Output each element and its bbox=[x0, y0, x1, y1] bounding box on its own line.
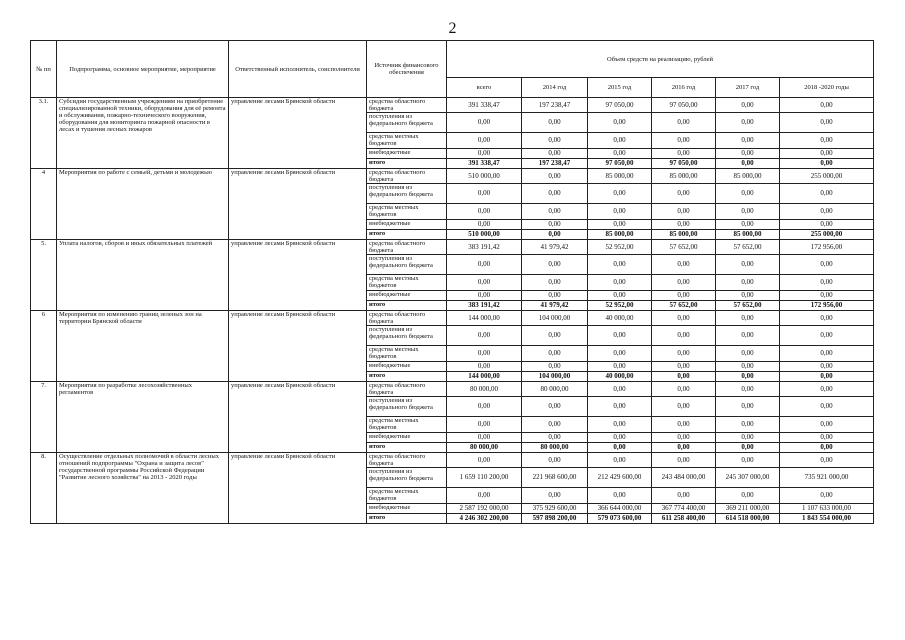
amount-cell: 369 211 000,00 bbox=[716, 504, 780, 514]
funding-source: внебюджетные bbox=[367, 504, 447, 514]
amount-cell: 80 000,00 bbox=[522, 443, 588, 453]
amount-cell: 0,00 bbox=[716, 149, 780, 159]
amount-cell: 0,00 bbox=[652, 382, 716, 397]
amount-cell: 0,00 bbox=[652, 453, 716, 468]
table-row bbox=[31, 311, 874, 326]
program-number: 6 bbox=[31, 311, 57, 382]
amount-cell: 383 191,42 bbox=[447, 240, 522, 255]
amount-cell: 0,00 bbox=[522, 326, 588, 346]
funding-source: итого bbox=[367, 514, 447, 524]
amount-cell: 0,00 bbox=[447, 326, 522, 346]
amount-cell: 0,00 bbox=[780, 113, 874, 133]
amount-cell: 97 050,00 bbox=[652, 159, 716, 169]
amount-cell: 80 000,00 bbox=[447, 443, 522, 453]
amount-cell: 391 338,47 bbox=[447, 98, 522, 113]
amount-cell: 611 258 400,00 bbox=[652, 514, 716, 524]
funding-source: средства местных бюджетов bbox=[367, 275, 447, 291]
amount-cell: 85 000,00 bbox=[588, 230, 652, 240]
amount-cell: 0,00 bbox=[780, 149, 874, 159]
program-name: Уплата налогов, сборов и иных обязательных платежей bbox=[57, 240, 229, 311]
funding-source: поступления из федерального бюджета bbox=[367, 397, 447, 417]
header-num: № пп bbox=[31, 41, 57, 98]
amount-cell: 0,00 bbox=[652, 397, 716, 417]
amount-cell: 510 000,00 bbox=[447, 230, 522, 240]
funding-source: итого bbox=[367, 372, 447, 382]
amount-cell: 0,00 bbox=[447, 488, 522, 504]
program-name: Субсидии государственным учреждениям на приобретение специализированной техники, оборудования для её ремонта и обслуживания, пожарно-технического вооружения, оборудования для мониторинга пожарной опасности в лесах и тушения лесных пожаров bbox=[57, 98, 229, 169]
program-name: Мероприятия по разработке лесохозяйственных регламентов bbox=[57, 382, 229, 453]
amount-cell: 104 000,00 bbox=[522, 311, 588, 326]
amount-cell: 0,00 bbox=[447, 184, 522, 204]
header-year: 2014 год bbox=[522, 78, 588, 98]
amount-cell: 0,00 bbox=[522, 346, 588, 362]
amount-cell: 0,00 bbox=[522, 133, 588, 149]
amount-cell: 52 952,00 bbox=[588, 240, 652, 255]
amount-cell: 2 587 192 000,00 bbox=[447, 504, 522, 514]
responsible-executor: управление лесами Брянской области bbox=[229, 453, 367, 524]
amount-cell: 0,00 bbox=[588, 443, 652, 453]
funding-source: внебюджетные bbox=[367, 362, 447, 372]
amount-cell: 0,00 bbox=[716, 346, 780, 362]
amount-cell: 0,00 bbox=[652, 204, 716, 220]
amount-cell: 0,00 bbox=[652, 291, 716, 301]
program-name: Мероприятия по работе с семьей, детьми и молодежью bbox=[57, 169, 229, 240]
amount-cell: 104 000,00 bbox=[522, 372, 588, 382]
amount-cell: 0,00 bbox=[780, 362, 874, 372]
amount-cell: 0,00 bbox=[522, 184, 588, 204]
funding-source: итого bbox=[367, 443, 447, 453]
amount-cell: 0,00 bbox=[652, 417, 716, 433]
amount-cell: 52 952,00 bbox=[588, 301, 652, 311]
funding-source: поступления из федерального бюджета bbox=[367, 184, 447, 204]
amount-cell: 0,00 bbox=[588, 382, 652, 397]
amount-cell: 0,00 bbox=[447, 417, 522, 433]
amount-cell: 0,00 bbox=[522, 220, 588, 230]
amount-cell: 0,00 bbox=[780, 488, 874, 504]
amount-cell: 85 000,00 bbox=[716, 169, 780, 184]
funding-source: средства областного бюджета bbox=[367, 382, 447, 397]
page-number: 2 bbox=[448, 20, 457, 37]
funding-source: средства областного бюджета bbox=[367, 240, 447, 255]
amount-cell: 0,00 bbox=[652, 326, 716, 346]
amount-cell: 197 238,47 bbox=[522, 159, 588, 169]
table-row bbox=[31, 169, 874, 184]
amount-cell: 0,00 bbox=[588, 113, 652, 133]
amount-cell: 57 652,00 bbox=[652, 240, 716, 255]
funding-source: средства областного бюджета bbox=[367, 169, 447, 184]
amount-cell: 0,00 bbox=[588, 220, 652, 230]
amount-cell: 0,00 bbox=[780, 417, 874, 433]
program-number: 8. bbox=[31, 453, 57, 524]
amount-cell: 97 050,00 bbox=[588, 159, 652, 169]
amount-cell: 255 000,00 bbox=[780, 169, 874, 184]
amount-cell: 41 979,42 bbox=[522, 301, 588, 311]
amount-cell: 0,00 bbox=[780, 311, 874, 326]
funding-source: поступления из федерального бюджета bbox=[367, 255, 447, 275]
funding-source: внебюджетные bbox=[367, 433, 447, 443]
amount-cell: 0,00 bbox=[522, 113, 588, 133]
funding-source: внебюджетные bbox=[367, 291, 447, 301]
amount-cell: 0,00 bbox=[716, 362, 780, 372]
amount-cell: 97 050,00 bbox=[588, 98, 652, 113]
amount-cell: 0,00 bbox=[716, 397, 780, 417]
amount-cell: 0,00 bbox=[780, 326, 874, 346]
amount-cell: 0,00 bbox=[716, 98, 780, 113]
header-executor: Ответственный исполнитель, соисполнители bbox=[229, 41, 367, 98]
amount-cell: 0,00 bbox=[588, 397, 652, 417]
amount-cell: 0,00 bbox=[780, 382, 874, 397]
amount-cell: 0,00 bbox=[716, 133, 780, 149]
amount-cell: 0,00 bbox=[588, 417, 652, 433]
amount-cell: 0,00 bbox=[588, 255, 652, 275]
amount-cell: 0,00 bbox=[447, 204, 522, 220]
amount-cell: 0,00 bbox=[447, 113, 522, 133]
header-year: 2016 год bbox=[652, 78, 716, 98]
amount-cell: 0,00 bbox=[780, 133, 874, 149]
amount-cell: 0,00 bbox=[716, 443, 780, 453]
amount-cell: 0,00 bbox=[447, 362, 522, 372]
amount-cell: 0,00 bbox=[447, 255, 522, 275]
amount-cell: 0,00 bbox=[780, 159, 874, 169]
amount-cell: 40 000,00 bbox=[588, 372, 652, 382]
amount-cell: 0,00 bbox=[716, 326, 780, 346]
funding-source: средства местных бюджетов bbox=[367, 204, 447, 220]
amount-cell: 735 921 000,00 bbox=[780, 468, 874, 488]
amount-cell: 0,00 bbox=[522, 362, 588, 372]
header-year: 2017 год bbox=[716, 78, 780, 98]
amount-cell: 0,00 bbox=[780, 346, 874, 362]
funding-source: средства местных бюджетов bbox=[367, 488, 447, 504]
amount-cell: 0,00 bbox=[716, 433, 780, 443]
table-row bbox=[31, 382, 874, 397]
header-year: 2015 год bbox=[588, 78, 652, 98]
amount-cell: 0,00 bbox=[652, 255, 716, 275]
program-name: Осуществление отдельных полномочий в области лесных отношений подпрограммы "Охрана и защита лесов" государственной программы Российской Федерации "Развитие лесного хозяйства" на 2013 - 2020 годы bbox=[57, 453, 229, 524]
responsible-executor: управление лесами Брянской области bbox=[229, 382, 367, 453]
amount-cell: 0,00 bbox=[780, 372, 874, 382]
amount-cell: 85 000,00 bbox=[588, 169, 652, 184]
responsible-executor: управление лесами Брянской области bbox=[229, 240, 367, 311]
amount-cell: 144 000,00 bbox=[447, 372, 522, 382]
amount-cell: 0,00 bbox=[522, 397, 588, 417]
responsible-executor: управление лесами Брянской области bbox=[229, 169, 367, 240]
funding-source: внебюджетные bbox=[367, 220, 447, 230]
table-row bbox=[31, 98, 874, 113]
amount-cell: 0,00 bbox=[588, 362, 652, 372]
amount-cell: 0,00 bbox=[780, 433, 874, 443]
amount-cell: 0,00 bbox=[780, 255, 874, 275]
amount-cell: 85 000,00 bbox=[716, 230, 780, 240]
amount-cell: 366 644 000,00 bbox=[588, 504, 652, 514]
amount-cell: 0,00 bbox=[652, 362, 716, 372]
funding-source: средства областного бюджета bbox=[367, 311, 447, 326]
amount-cell: 40 000,00 bbox=[588, 311, 652, 326]
amount-cell: 0,00 bbox=[522, 275, 588, 291]
amount-cell: 0,00 bbox=[588, 326, 652, 346]
amount-cell: 579 073 600,00 bbox=[588, 514, 652, 524]
amount-cell: 0,00 bbox=[780, 220, 874, 230]
funding-source: поступления из федерального бюджета bbox=[367, 468, 447, 488]
amount-cell: 391 338,47 bbox=[447, 159, 522, 169]
amount-cell: 0,00 bbox=[716, 291, 780, 301]
amount-cell: 510 000,00 bbox=[447, 169, 522, 184]
amount-cell: 0,00 bbox=[780, 98, 874, 113]
amount-cell: 0,00 bbox=[522, 169, 588, 184]
funding-source: итого bbox=[367, 159, 447, 169]
amount-cell: 0,00 bbox=[652, 443, 716, 453]
amount-cell: 0,00 bbox=[780, 397, 874, 417]
amount-cell: 0,00 bbox=[716, 275, 780, 291]
amount-cell: 4 246 302 200,00 bbox=[447, 514, 522, 524]
amount-cell: 0,00 bbox=[588, 488, 652, 504]
table-row bbox=[31, 240, 874, 255]
amount-cell: 375 929 600,00 bbox=[522, 504, 588, 514]
amount-cell: 243 484 000,00 bbox=[652, 468, 716, 488]
table-row bbox=[31, 453, 874, 468]
amount-cell: 0,00 bbox=[447, 275, 522, 291]
header-volume: Объем средств на реализацию, рублей bbox=[447, 41, 874, 78]
amount-cell: 0,00 bbox=[447, 346, 522, 362]
amount-cell: 0,00 bbox=[522, 433, 588, 443]
funding-source: средства местных бюджетов bbox=[367, 346, 447, 362]
amount-cell: 212 429 600,00 bbox=[588, 468, 652, 488]
amount-cell: 0,00 bbox=[447, 220, 522, 230]
amount-cell: 0,00 bbox=[652, 113, 716, 133]
amount-cell: 0,00 bbox=[652, 133, 716, 149]
amount-cell: 255 000,00 bbox=[780, 230, 874, 240]
amount-cell: 0,00 bbox=[652, 311, 716, 326]
amount-cell: 0,00 bbox=[522, 230, 588, 240]
amount-cell: 245 307 000,00 bbox=[716, 468, 780, 488]
amount-cell: 0,00 bbox=[652, 220, 716, 230]
amount-cell: 0,00 bbox=[716, 159, 780, 169]
amount-cell: 0,00 bbox=[447, 453, 522, 468]
amount-cell: 57 652,00 bbox=[716, 240, 780, 255]
amount-cell: 0,00 bbox=[522, 453, 588, 468]
funding-source: поступления из федерального бюджета bbox=[367, 326, 447, 346]
amount-cell: 0,00 bbox=[588, 291, 652, 301]
amount-cell: 0,00 bbox=[588, 453, 652, 468]
amount-cell: 1 659 110 200,00 bbox=[447, 468, 522, 488]
funding-source: внебюджетные bbox=[367, 149, 447, 159]
amount-cell: 0,00 bbox=[780, 291, 874, 301]
funding-source: поступления из федерального бюджета bbox=[367, 113, 447, 133]
amount-cell: 80 000,00 bbox=[447, 382, 522, 397]
amount-cell: 0,00 bbox=[652, 275, 716, 291]
program-number: 4 bbox=[31, 169, 57, 240]
amount-cell: 0,00 bbox=[447, 133, 522, 149]
amount-cell: 57 652,00 bbox=[652, 301, 716, 311]
amount-cell: 0,00 bbox=[716, 204, 780, 220]
budget-table bbox=[30, 40, 874, 524]
amount-cell: 0,00 bbox=[588, 433, 652, 443]
amount-cell: 0,00 bbox=[447, 433, 522, 443]
program-number: 7. bbox=[31, 382, 57, 453]
amount-cell: 0,00 bbox=[780, 204, 874, 220]
amount-cell: 1 843 554 000,00 bbox=[780, 514, 874, 524]
amount-cell: 0,00 bbox=[652, 149, 716, 159]
header-name: Подпрограмма, основное мероприятие, мероприятие bbox=[57, 41, 229, 98]
amount-cell: 0,00 bbox=[522, 255, 588, 275]
program-name: Мероприятия по изменению границ зеленых зон на территории Брянской области bbox=[57, 311, 229, 382]
amount-cell: 197 238,47 bbox=[522, 98, 588, 113]
amount-cell: 0,00 bbox=[780, 275, 874, 291]
amount-cell: 85 000,00 bbox=[652, 230, 716, 240]
amount-cell: 0,00 bbox=[588, 184, 652, 204]
amount-cell: 0,00 bbox=[588, 204, 652, 220]
amount-cell: 0,00 bbox=[780, 443, 874, 453]
amount-cell: 0,00 bbox=[652, 184, 716, 204]
amount-cell: 0,00 bbox=[652, 488, 716, 504]
amount-cell: 0,00 bbox=[716, 488, 780, 504]
amount-cell: 97 050,00 bbox=[652, 98, 716, 113]
header-year: 2018 -2020 годы bbox=[780, 78, 874, 98]
amount-cell: 144 000,00 bbox=[447, 311, 522, 326]
funding-source: средства местных бюджетов bbox=[367, 133, 447, 149]
amount-cell: 0,00 bbox=[780, 453, 874, 468]
funding-source: средства областного бюджета bbox=[367, 453, 447, 468]
header-year: всего bbox=[447, 78, 522, 98]
amount-cell: 0,00 bbox=[588, 346, 652, 362]
funding-source: итого bbox=[367, 301, 447, 311]
header-source: Источник финансового обеспечения bbox=[367, 41, 447, 98]
amount-cell: 0,00 bbox=[447, 149, 522, 159]
amount-cell: 0,00 bbox=[447, 291, 522, 301]
responsible-executor: управление лесами Брянской области bbox=[229, 311, 367, 382]
amount-cell: 0,00 bbox=[652, 346, 716, 362]
amount-cell: 0,00 bbox=[522, 291, 588, 301]
amount-cell: 383 191,42 bbox=[447, 301, 522, 311]
amount-cell: 0,00 bbox=[716, 113, 780, 133]
amount-cell: 0,00 bbox=[780, 184, 874, 204]
amount-cell: 0,00 bbox=[652, 372, 716, 382]
amount-cell: 0,00 bbox=[716, 220, 780, 230]
funding-source: итого bbox=[367, 230, 447, 240]
amount-cell: 172 956,00 bbox=[780, 240, 874, 255]
amount-cell: 614 518 000,00 bbox=[716, 514, 780, 524]
program-number: 3.1. bbox=[31, 98, 57, 169]
amount-cell: 0,00 bbox=[716, 372, 780, 382]
amount-cell: 597 898 200,00 bbox=[522, 514, 588, 524]
responsible-executor: управление лесами Брянской области bbox=[229, 98, 367, 169]
amount-cell: 367 774 400,00 bbox=[652, 504, 716, 514]
amount-cell: 0,00 bbox=[588, 133, 652, 149]
amount-cell: 0,00 bbox=[447, 397, 522, 417]
amount-cell: 0,00 bbox=[588, 275, 652, 291]
funding-source: средства областного бюджета bbox=[367, 98, 447, 113]
amount-cell: 0,00 bbox=[522, 417, 588, 433]
funding-source: средства местных бюджетов bbox=[367, 417, 447, 433]
amount-cell: 0,00 bbox=[716, 255, 780, 275]
amount-cell: 0,00 bbox=[588, 149, 652, 159]
program-number: 5. bbox=[31, 240, 57, 311]
amount-cell: 0,00 bbox=[716, 382, 780, 397]
amount-cell: 0,00 bbox=[716, 453, 780, 468]
amount-cell: 41 979,42 bbox=[522, 240, 588, 255]
amount-cell: 0,00 bbox=[652, 433, 716, 443]
amount-cell: 0,00 bbox=[522, 149, 588, 159]
amount-cell: 172 956,00 bbox=[780, 301, 874, 311]
amount-cell: 57 652,00 bbox=[716, 301, 780, 311]
amount-cell: 0,00 bbox=[716, 417, 780, 433]
amount-cell: 0,00 bbox=[716, 311, 780, 326]
amount-cell: 80 000,00 bbox=[522, 382, 588, 397]
amount-cell: 0,00 bbox=[522, 204, 588, 220]
amount-cell: 221 968 600,00 bbox=[522, 468, 588, 488]
amount-cell: 85 000,00 bbox=[652, 169, 716, 184]
amount-cell: 0,00 bbox=[522, 488, 588, 504]
amount-cell: 0,00 bbox=[716, 184, 780, 204]
amount-cell: 1 107 633 000,00 bbox=[780, 504, 874, 514]
